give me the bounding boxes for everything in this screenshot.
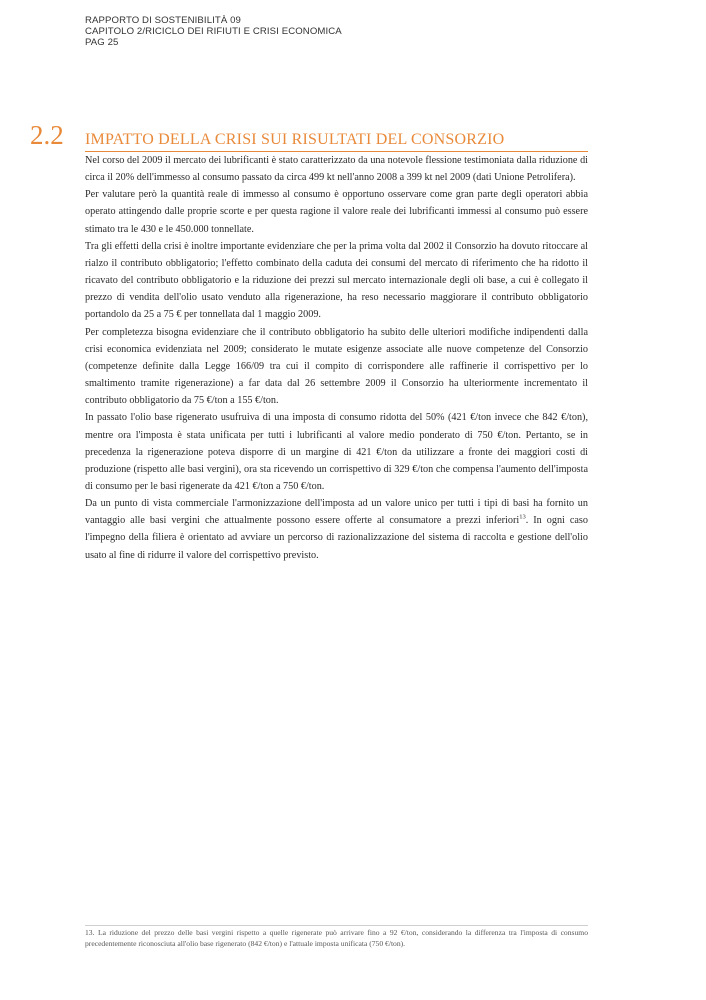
body-text	[85, 152, 588, 564]
section-number: 2.2	[30, 120, 64, 150]
report-title: RAPPORTO DI SOSTENIBILITÀ 09	[85, 15, 241, 26]
paragraph: In passato l'olio base rigenerato usufruiva di una imposta di consumo ridotta del 50% (421 €/ton invece che 842 €/ton), mentre ora l'imposta è stata unificata per tutti i lubrificanti al valore medio ponderato di 750 €/ton. Pertanto, se in precedenza la rigenerazione poteva disporre di un margine di 421 €/ton da utilizzare a fronte dei maggiori costi di produzione (rispetto alle basi vergini), ora sta ricevendo un corrispettivo di 329 €/ton che compensa l'aumento dell'imposta di consumo per le basi rigenerate da 421 €/ton a 750 €/ton.	[85, 412, 588, 492]
paragraph: Nel corso del 2009 il mercato dei lubrificanti è stato caratterizzato da una notevole flessione testimoniata dalla riduzione di circa il 20% dell'immesso al consumo passato da circa 499 kt nell'anno 2008 a 399 kt nel 2009 (dati Unione Petrolifera).	[85, 155, 588, 184]
page-number: PAG 25	[85, 37, 119, 48]
paragraph: Per completezza bisogna evidenziare che il contributo obbligatorio ha subito delle ulteriori modifiche indipendenti dalla crisi economica evidenziata nel 2009; considerato le mutate esigenze associate alle nuove competenze del Consorzio (competenze definite dalla Legge 166/09 tra cui il compito di corrispondere alle raffinerie il corrispettivo per lo smaltimento tramite rigenerazione) a far data dal 26 settembre 2009 il Consorzio ha ulteriormente incrementato il contributo obbligatorio da 75 €/ton a 155 €/ton.	[85, 326, 588, 407]
paragraph: Tra gli effetti della crisi è inoltre importante evidenziare che per la prima volta dal 2002 il Consorzio ha dovuto ritoccare al rialzo il contributo obbligatorio; l'effetto combinato della caduta dei consumi del mercato di riferimento che ha ridotto il ricavato del contributo obbligatorio e la riduzione dei prezzi sul mercato internazionale degli oli base, a cui è collegato il prezzo di vendita dell'olio usato venduto alla rigenerazione, ha reso necessario maggiorare il contributo obbligatorio portandolo da 25 a 75 € per tonnellata dal 1 maggio 2009.	[85, 240, 588, 321]
paragraph-text: Da un punto di vista commerciale l'armonizzazione dell'imposta ad un valore unico per tutti i tipi di basi ha fornito un vantaggio alle basi vergini che attualmente possono essere offerte al consumatore a prezzi inferiori	[85, 498, 588, 527]
paragraph	[85, 495, 588, 564]
footnote-reference[interactable]: 13	[519, 513, 526, 521]
paragraph: Per valutare però la quantità reale di immesso al consumo è opportuno osservare come gran parte degli operatori abbia operato attingendo dalle proprie scorte e per questa ragione il valore reale dei lubrificanti immessi al consumo può essere stimato tra le 430 e le 450.000 tonnellate.	[85, 189, 588, 235]
chapter-title: CAPITOLO 2/RICICLO DEI RIFIUTI E CRISI ECONOMICA	[85, 26, 342, 37]
paragraph-text: . In ogni caso l'impegno della filiera è orientato ad avviare un percorso di razionalizzazione del sistema di raccolta e gestione dell'olio usato al fine di ridurre il valore del corrispettivo previsto.	[85, 515, 588, 561]
footnote-divider	[85, 925, 588, 926]
section-title: IMPATTO DELLA CRISI SUI RISULTATI DEL CONSORZIO	[85, 131, 588, 152]
footnote: 13. La riduzione del prezzo delle basi vergini rispetto a quelle rigenerate può arrivare fino a 92 €/ton, considerando la differenza tra l'imposta di consumo precedentemente riconosciuta all'olio base rigenerato (842 €/ton) e l'attuale imposta unificata (750 €/ton).	[85, 928, 588, 948]
running-header	[85, 15, 342, 48]
